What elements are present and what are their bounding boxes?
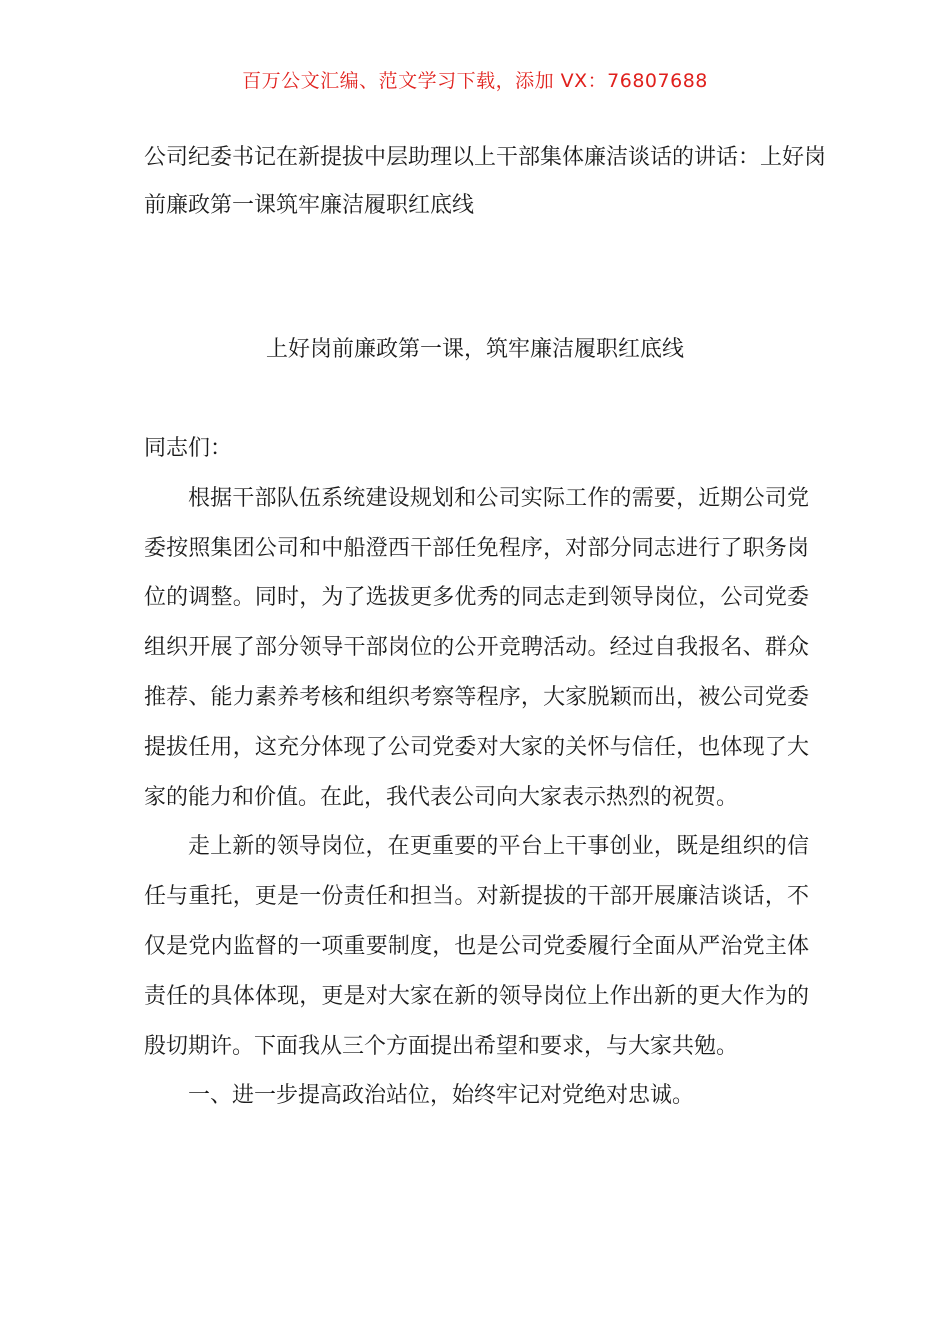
document-body <box>144 424 809 1121</box>
speech-subtitle: 上好岗前廉政第一课，筑牢廉洁履职红底线 <box>265 337 684 362</box>
salutation: 同志们： <box>144 436 233 461</box>
header-ad-note: 百万公文汇编、范文学习下载，添加 VX：76807688 <box>242 70 708 92</box>
section-heading-1: 一、进一步提高政治站位，始终牢记对党绝对忠诚。 <box>188 1083 695 1109</box>
paragraph-2: 走上新的领导岗位，在更重要的平台上干事创业，既是组织的信任与重托，更是一份责任和担当。对新提拔的干部开展廉洁谈话，不仅是党内监督的一项重要制度，也是公司党委履行全面从严治党主体责任的具体体现，更是对大家在新的领导岗位上作出新的更大作为的殷切期许。下面我从三个方面提出希望和要求，与大家共勉。 <box>144 834 809 1059</box>
paragraph-1: 根据干部队伍系统建设规划和公司实际工作的需要，近期公司党委按照集团公司和中船澄西干部任免程序，对部分同志进行了职务岗位的调整。同时，为了选拔更多优秀的同志走到领导岗位，公司党委组织开展了部分领导干部岗位的公开竞聘活动。经过自我报名、群众推荐、能力素养考核和组织考察等程序，大家脱颖而出，被公司党委提拔任用，这充分体现了公司党委对大家的关怀与信任，也体现了大家的能力和价值。在此，我代表公司向大家表示热烈的祝贺。 <box>144 485 809 810</box>
document-title: 公司纪委书记在新提拔中层助理以上干部集体廉洁谈话的讲话：上好岗前廉政第一课筑牢廉洁履职红底线 <box>144 145 827 218</box>
